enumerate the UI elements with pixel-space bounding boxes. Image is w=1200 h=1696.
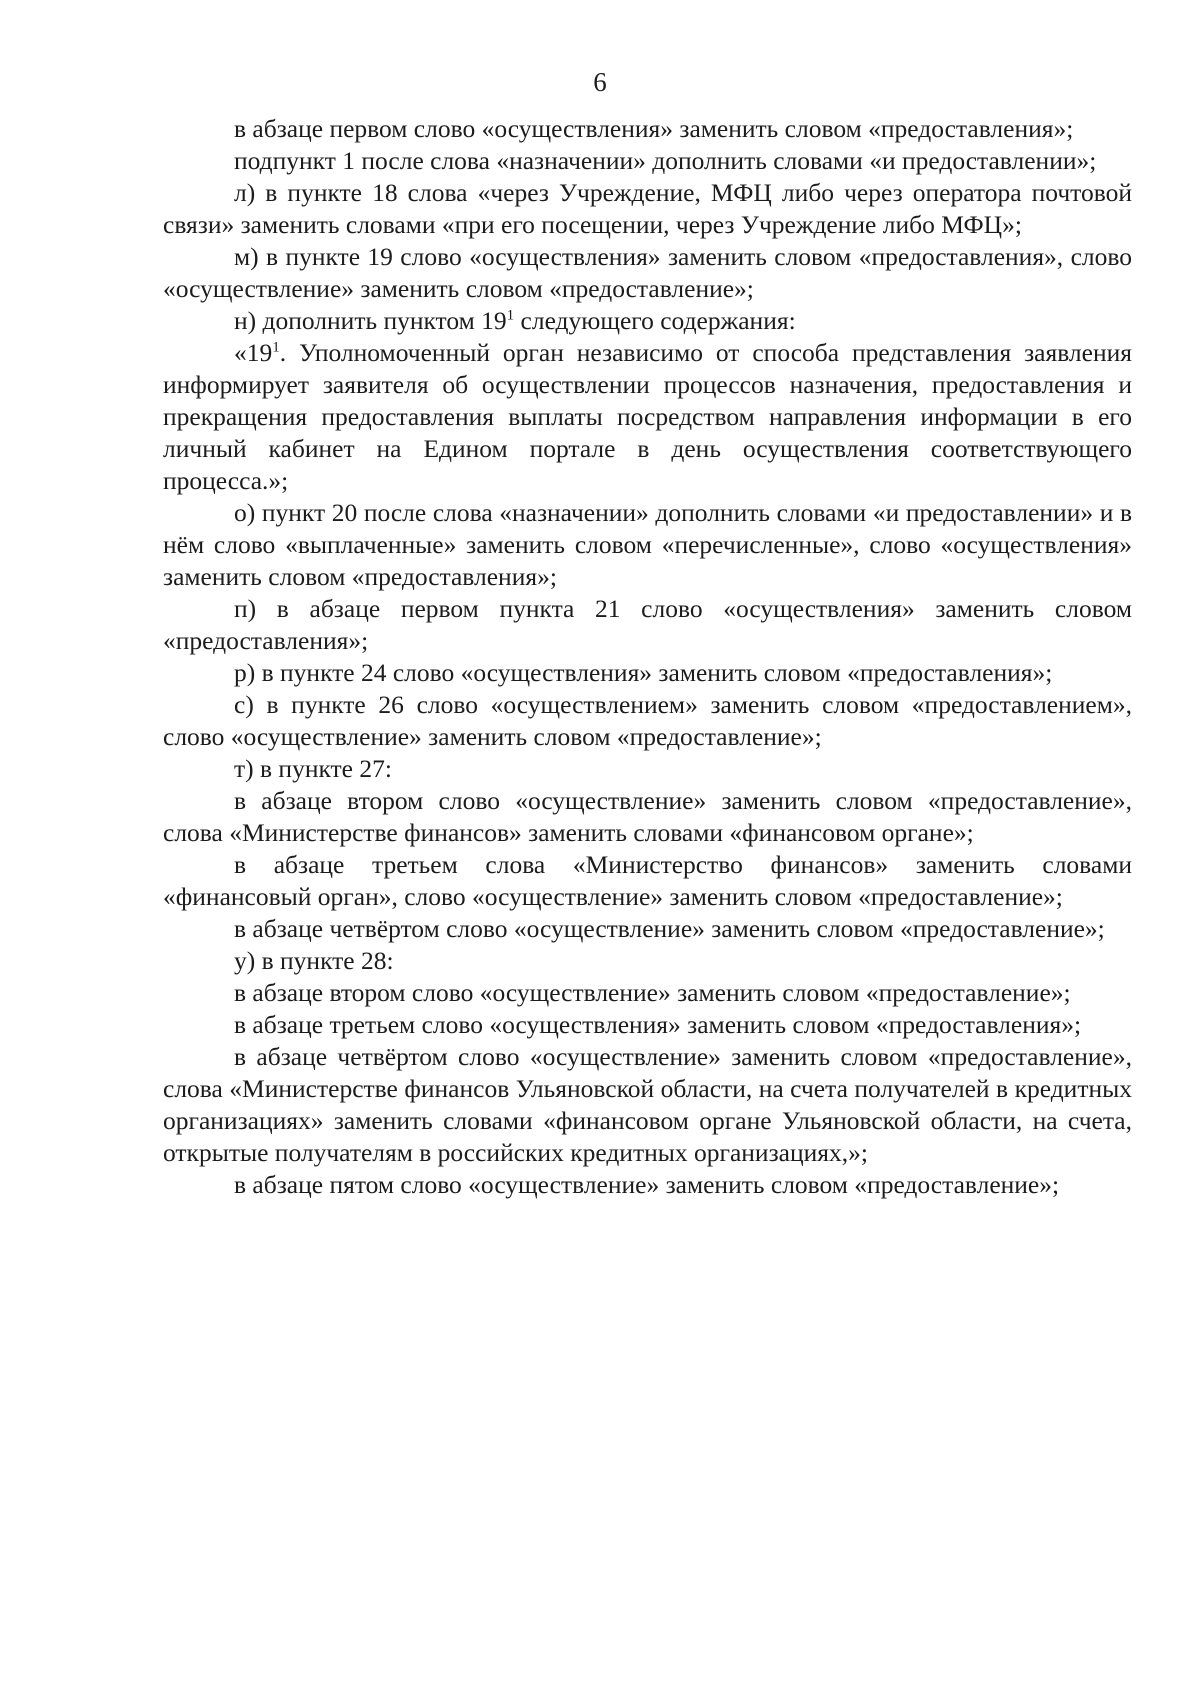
paragraph: в абзаце втором слово «осуществление» заменить словом «предоставление», слова «Министерстве финансов» заменить словами «финансовом органе»; bbox=[163, 786, 1132, 847]
paragraph: в абзаце четвёртом слово «осуществление» заменить словом «предоставление», слова «Министерстве финансов Ульяновской области, на счета получателей в кредитных организациях» заменить словами «финансовом органе Ульяновской области, на счета, открытые получателям в российских кредитных организациях,»; bbox=[163, 1042, 1132, 1167]
page-number: 6 bbox=[593, 67, 607, 97]
paragraph: с) в пункте 26 слово «осуществлением» заменить словом «предоставлением», слово «осуществление» заменить словом «предоставление»; bbox=[163, 690, 1132, 751]
paragraph: т) в пункте 27: bbox=[234, 754, 392, 783]
superscript: 1 bbox=[272, 339, 280, 356]
paragraph: в абзаце первом слово «осуществления» заменить словом «предоставления»; bbox=[234, 114, 1074, 143]
superscript: 1 bbox=[506, 307, 515, 324]
paragraph-text: . Уполномоченный орган независимо от способа представления заявления информирует заявителя об осуществлении процессов назначения, предоставления и прекращения предоставления выплаты посредством направления информации в его личный кабинет на Едином портале в день осуществления соответствующего процесса.»; bbox=[163, 338, 1132, 495]
paragraph: подпункт 1 после слова «назначении» дополнить словами «и предоставлении»; bbox=[234, 146, 1097, 175]
paragraph: у) в пункте 28: bbox=[234, 946, 394, 975]
paragraph-text: следующего содержания: bbox=[514, 306, 796, 335]
paragraph: в абзаце втором слово «осуществление» заменить словом «предоставление»; bbox=[234, 978, 1071, 1007]
paragraph: в абзаце четвёртом слово «осуществление» заменить словом «предоставление»; bbox=[234, 914, 1105, 943]
paragraph: л) в пункте 18 слова «через Учреждение, МФЦ либо через оператора почтовой связи» заменить словами «при его посещении, через Учреждение либо МФЦ»; bbox=[163, 178, 1132, 239]
paragraph: п) в абзаце первом пункта 21 слово «осуществления» заменить словом «предоставления»; bbox=[163, 594, 1132, 655]
paragraph-text: н) дополнить пунктом 19 bbox=[234, 306, 507, 335]
paragraph: р) в пункте 24 слово «осуществления» заменить словом «предоставления»; bbox=[234, 658, 1053, 687]
paragraph: м) в пункте 19 слово «осуществления» заменить словом «предоставления», слово «осуществление» заменить словом «предоставление»; bbox=[163, 242, 1132, 303]
document-body bbox=[163, 113, 1132, 1201]
paragraph: в абзаце третьем слова «Министерство финансов» заменить словами «финансовый орган», слово «осуществление» заменить словом «предоставление»; bbox=[163, 850, 1132, 911]
paragraph: в абзаце пятом слово «осуществление» заменить словом «предоставление»; bbox=[234, 1170, 1060, 1199]
paragraph: о) пункт 20 после слова «назначении» дополнить словами «и предоставлении» и в нём слово «выплаченные» заменить словом «перечисленные», слово «осуществления» заменить словом «предоставления»; bbox=[163, 498, 1132, 591]
paragraph: в абзаце третьем слово «осуществления» заменить словом «предоставления»; bbox=[234, 1010, 1082, 1039]
paragraph bbox=[163, 305, 1132, 337]
paragraph-text: «19 bbox=[234, 338, 273, 367]
paragraph bbox=[163, 337, 1132, 497]
